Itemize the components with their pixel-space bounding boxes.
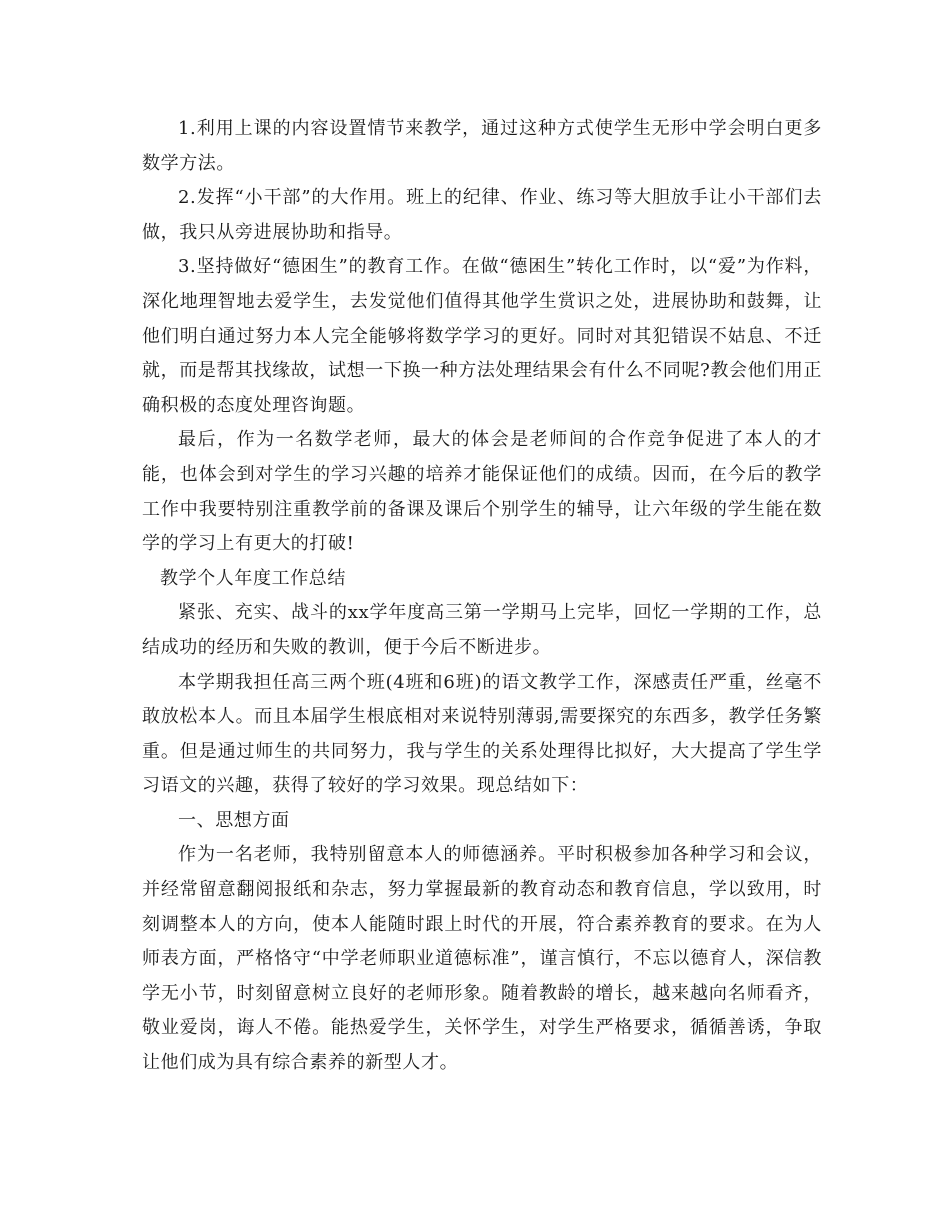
paragraph-intro: 紧张、充实、战斗的xx学年度高三第一学期马上完毕，回忆一学期的工作，总结成功的经历和失败的教训，便于今后不断进步。 bbox=[142, 602, 822, 658]
paragraph-method-2: 2.发挥“小干部”的大作用。班上的纪律、作业、练习等大胆放手让小干部们去做，我只从旁进展协助和指导。 bbox=[142, 187, 822, 243]
subsection-heading: 一、思想方面 bbox=[178, 809, 290, 831]
paragraph-method-1: 1.利用上课的内容设置情节来教学，通过这种方式使学生无形中学会明白更多数学方法。 bbox=[142, 118, 822, 174]
section-title: 教学个人年度工作总结 bbox=[160, 567, 346, 589]
paragraph-method-3: 3.坚持做好“德困生”的教育工作。在做“德困生”转化工作时，以“爱”为作料，深化地理智地去爱学生，去发觉他们值得其他学生赏识之处，进展协助和鼓舞，让他们明白通过努力本人完全能够将数学学习的更好。同时对其犯错误不姑息、不迁就，而是帮其找缘故，试想一下换一种方法处理结果会有什么不同呢?教会他们用正确积极的态度处理咨询题。 bbox=[142, 256, 822, 416]
document-body bbox=[142, 112, 822, 1081]
paragraph-ethics: 作为一名老师，我特别留意本人的师德涵养。平时积极参加各种学习和会议，并经常留意翻阅报纸和杂志，努力掌握最新的教育动态和教育信息，学以致用，时刻调整本人的方向，使本人能随时跟上时代的开展，符合素养教育的要求。在为人师表方面，严格恪守“中学老师职业道德标准”，谨言慎行，不忘以德育人，深信教学无小节，时刻留意树立良好的老师形象。随着教龄的增长，越来越向名师看齐，敬业爱岗，诲人不倦。能热爱学生，关怀学生，对学生严格要求，循循善诱，争取让他们成为具有综合素养的新型人才。 bbox=[142, 844, 822, 1074]
paragraph-conclusion: 最后，作为一名数学老师，最大的体会是老师间的合作竞争促进了本人的才能，也体会到对学生的学习兴趣的培养才能保证他们的成绩。因而，在今后的教学工作中我要特别注重教学前的备课及课后个别学生的辅导，让六年级的学生能在数学的学习上有更大的打破! bbox=[142, 429, 822, 555]
paragraph-semester: 本学期我担任高三两个班(4班和6班)的语文教学工作，深感责任严重，丝毫不敢放松本人。而且本届学生根底相对来说特别薄弱,需要探究的东西多，教学任务繁重。但是通过师生的共同努力，我与学生的关系处理得比拟好，大大提高了学生学习语文的兴趣，获得了较好的学习效果。现总结如下： bbox=[142, 671, 822, 797]
